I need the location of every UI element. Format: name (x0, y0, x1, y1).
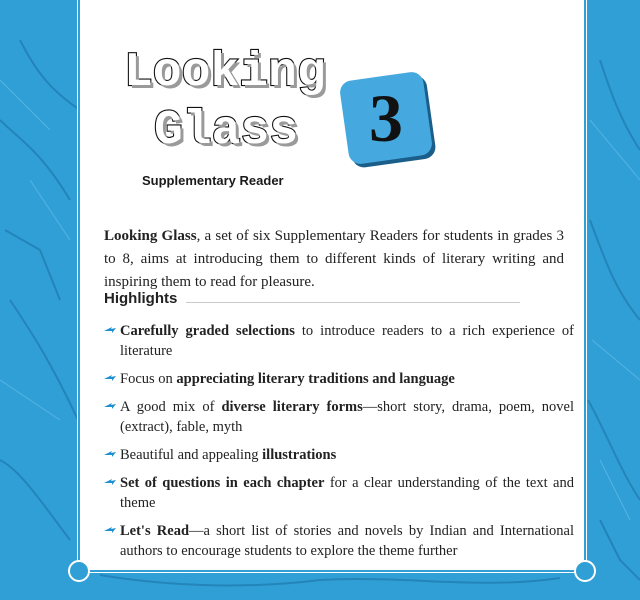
book-subtitle: Supplementary Reader (142, 173, 284, 188)
intro-text: , a set of six Supplementary Readers for students in grades 3 to 8, aims at introducing them to different kinds of literary writing and inspiring them to read for pleasure. (104, 228, 564, 290)
intro-bold: Looking Glass (104, 228, 197, 244)
list-item: Let's Read—a short list of stories and novels by Indian and International authors to encourage students to explore the theme further (104, 521, 574, 561)
arrow-bullet-icon (104, 449, 116, 459)
highlights-list (104, 321, 574, 569)
arrow-bullet-icon (104, 525, 116, 535)
arrow-bullet-icon (104, 325, 116, 335)
list-item: Set of questions in each chapter for a clear understanding of the text and theme (104, 473, 574, 513)
book-title-line-1: Looking (124, 46, 326, 100)
list-item: Carefully graded selections to introduce readers to a rich experience of literature (104, 321, 574, 361)
list-item: Beautiful and appealing illustrations (104, 445, 574, 465)
level-number: 3 (369, 80, 403, 156)
arrow-bullet-icon (104, 401, 116, 411)
list-item: Focus on appreciating literary traditions and language (104, 369, 574, 389)
highlights-heading: Highlights (104, 290, 178, 307)
arrow-bullet-icon (104, 373, 116, 383)
arrow-bullet-icon (104, 477, 116, 487)
book-title-line-2: Glass (154, 104, 299, 158)
highlights-divider (186, 302, 520, 303)
content-panel (82, 0, 582, 568)
intro-paragraph (104, 225, 564, 294)
level-badge (339, 71, 434, 166)
list-item: A good mix of diverse literary forms—short story, drama, poem, novel (extract), fable, myth (104, 397, 574, 437)
